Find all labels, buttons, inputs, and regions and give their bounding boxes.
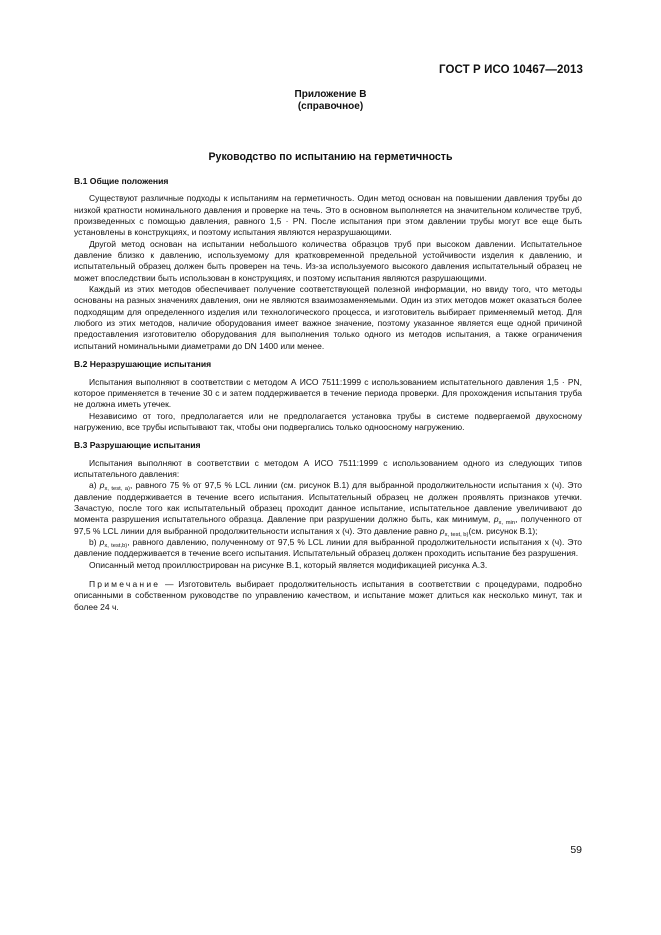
- formula-subscript: x, test,b): [104, 542, 128, 549]
- annex-heading: [0, 89, 661, 113]
- note-text: — Изготовитель выбирает продолжительность испытания в соответствии с процедурами, подробно описанными в собственном руководстве по управлению качеством, и испытание может длиться как несколько минут, так и более 24 ч.: [74, 579, 582, 612]
- formula-subscript: x, test, b): [444, 531, 469, 538]
- formula-symbol: p: [99, 480, 105, 491]
- list-item-a: [74, 480, 582, 537]
- list-item-text: , полученного от 97,5 % LCL линии для выбранной продолжительности испытания x (ч). Это давление равно: [74, 514, 582, 536]
- note: [74, 579, 582, 613]
- page-number: 59: [570, 844, 582, 856]
- formula-symbol: p: [99, 536, 105, 547]
- paragraph: Каждый из этих методов обеспечивает получение соответствующей полезной информации, но ввиду того, что методы основаны на разных значениях давления, они не являются взаимозаменяемыми. Один из этих методов может оказаться более подходящим для определенного изделия или технологического процесса, и изготовитель выбирает применяемый метод. Для любого из этих методов, наличие оборудования имеет важное значение, поэтому указанное является еще одной причиной предоставления изготовителю оборудования для выполнения только одного из методов испытания, а также ограничения испытаний номинальными диаметрами до DN 1400 или менее.: [74, 284, 582, 351]
- formula-symbol: p: [439, 525, 445, 536]
- formula-symbol: p: [493, 514, 499, 525]
- paragraph: Описанный метод проиллюстрирован на рисунке В.1, который является модификацией рисунка А.3.: [89, 559, 488, 570]
- paragraph: Испытания выполняют в соответствии с методом А ИСО 7511:1999 с использованием испытательного давления 1,5 · PN, которое применяется в течение 30 с и затем поддерживается в течение периода проверки. Для прохождения испытания труба не должна иметь утечек.: [74, 376, 582, 410]
- paragraph: Существуют различные подходы к испытаниям на герметичность. Один метод основан на повышении давления трубы до низкой кратности номинального давления и проверке на течь. Это в основном выполняется на значительном количестве труб, произведенных с помощью давления, равного 1,5 · PN. После испытания при этом давлении трубы могут все еще быть установлены в конструкциях, и поэтому испытания являются неразрушающими.: [74, 193, 582, 238]
- document-body: [74, 176, 582, 613]
- list-marker: а): [89, 480, 100, 491]
- formula-subscript: x, test, a): [104, 486, 130, 493]
- list-marker: b): [89, 536, 100, 547]
- section-heading-b2: В.2 Неразрушающие испытания: [74, 359, 212, 370]
- list-item-text: , равного 75 % от 97,5 % LCL линии (см. рисунок В.1) для выбранной продолжительности испытания x (ч). Это давление поддерживается в течение всего испытания. Испытательный образец не должен проявлять признаков утечки. Зачастую, после того как испытательный образец проходит данное испытание, испытательное давление увеличивают до момента разрушения испытательного образца. Давление при разрушении должно быть, как минимум,: [74, 480, 583, 525]
- annex-type: (справочное): [297, 101, 364, 112]
- section-heading-b3: В.3 Разрушающие испытания: [74, 440, 201, 451]
- formula-subscript: x, min: [498, 520, 516, 527]
- note-label: Примечание: [89, 579, 161, 589]
- annex-title: Приложение В: [294, 89, 367, 100]
- paragraph: Испытания выполняют в соответствии с методом А ИСО 7511:1999 с использованием одного из следующих типов испытательного давления:: [74, 457, 582, 479]
- page-title: Руководство по испытанию на герметичность: [208, 151, 453, 163]
- list-item-b: [74, 537, 582, 560]
- section-heading-b1: В.1 Общие положения: [74, 176, 169, 186]
- paragraph: Независимо от того, предполагается или не предполагается установка трубы в системе подвергаемой двухосному нагружению, все трубы испытывают так, чтобы они подвергались только одноосному нагружению.: [74, 410, 582, 432]
- paragraph: Другой метод основан на испытании небольшого количества образцов труб при высоком давлении. Испытательное давление близко к давлению, используемому для кратковременной предельной устойчивости изделия к давлению, и испытательный образец должен быть проверен на течь. Из-за используемого высокого давления испытательный образец не может впоследствии быть использован в конструкциях, и поэтому испытания являются разрушающими.: [74, 238, 582, 283]
- document-standard-header: ГОСТ Р ИСО 10467—2013: [438, 64, 583, 76]
- list-item-text: (см. рисунок В.1);: [468, 525, 538, 536]
- list-item-text: , равного давлению, полученному от 97,5 % LCL линии для выбранной продолжительности испытания x (ч). Это давление поддерживается в течение всего испытания. Испытательный образец должен проходить испытание без разрушения.: [74, 536, 583, 559]
